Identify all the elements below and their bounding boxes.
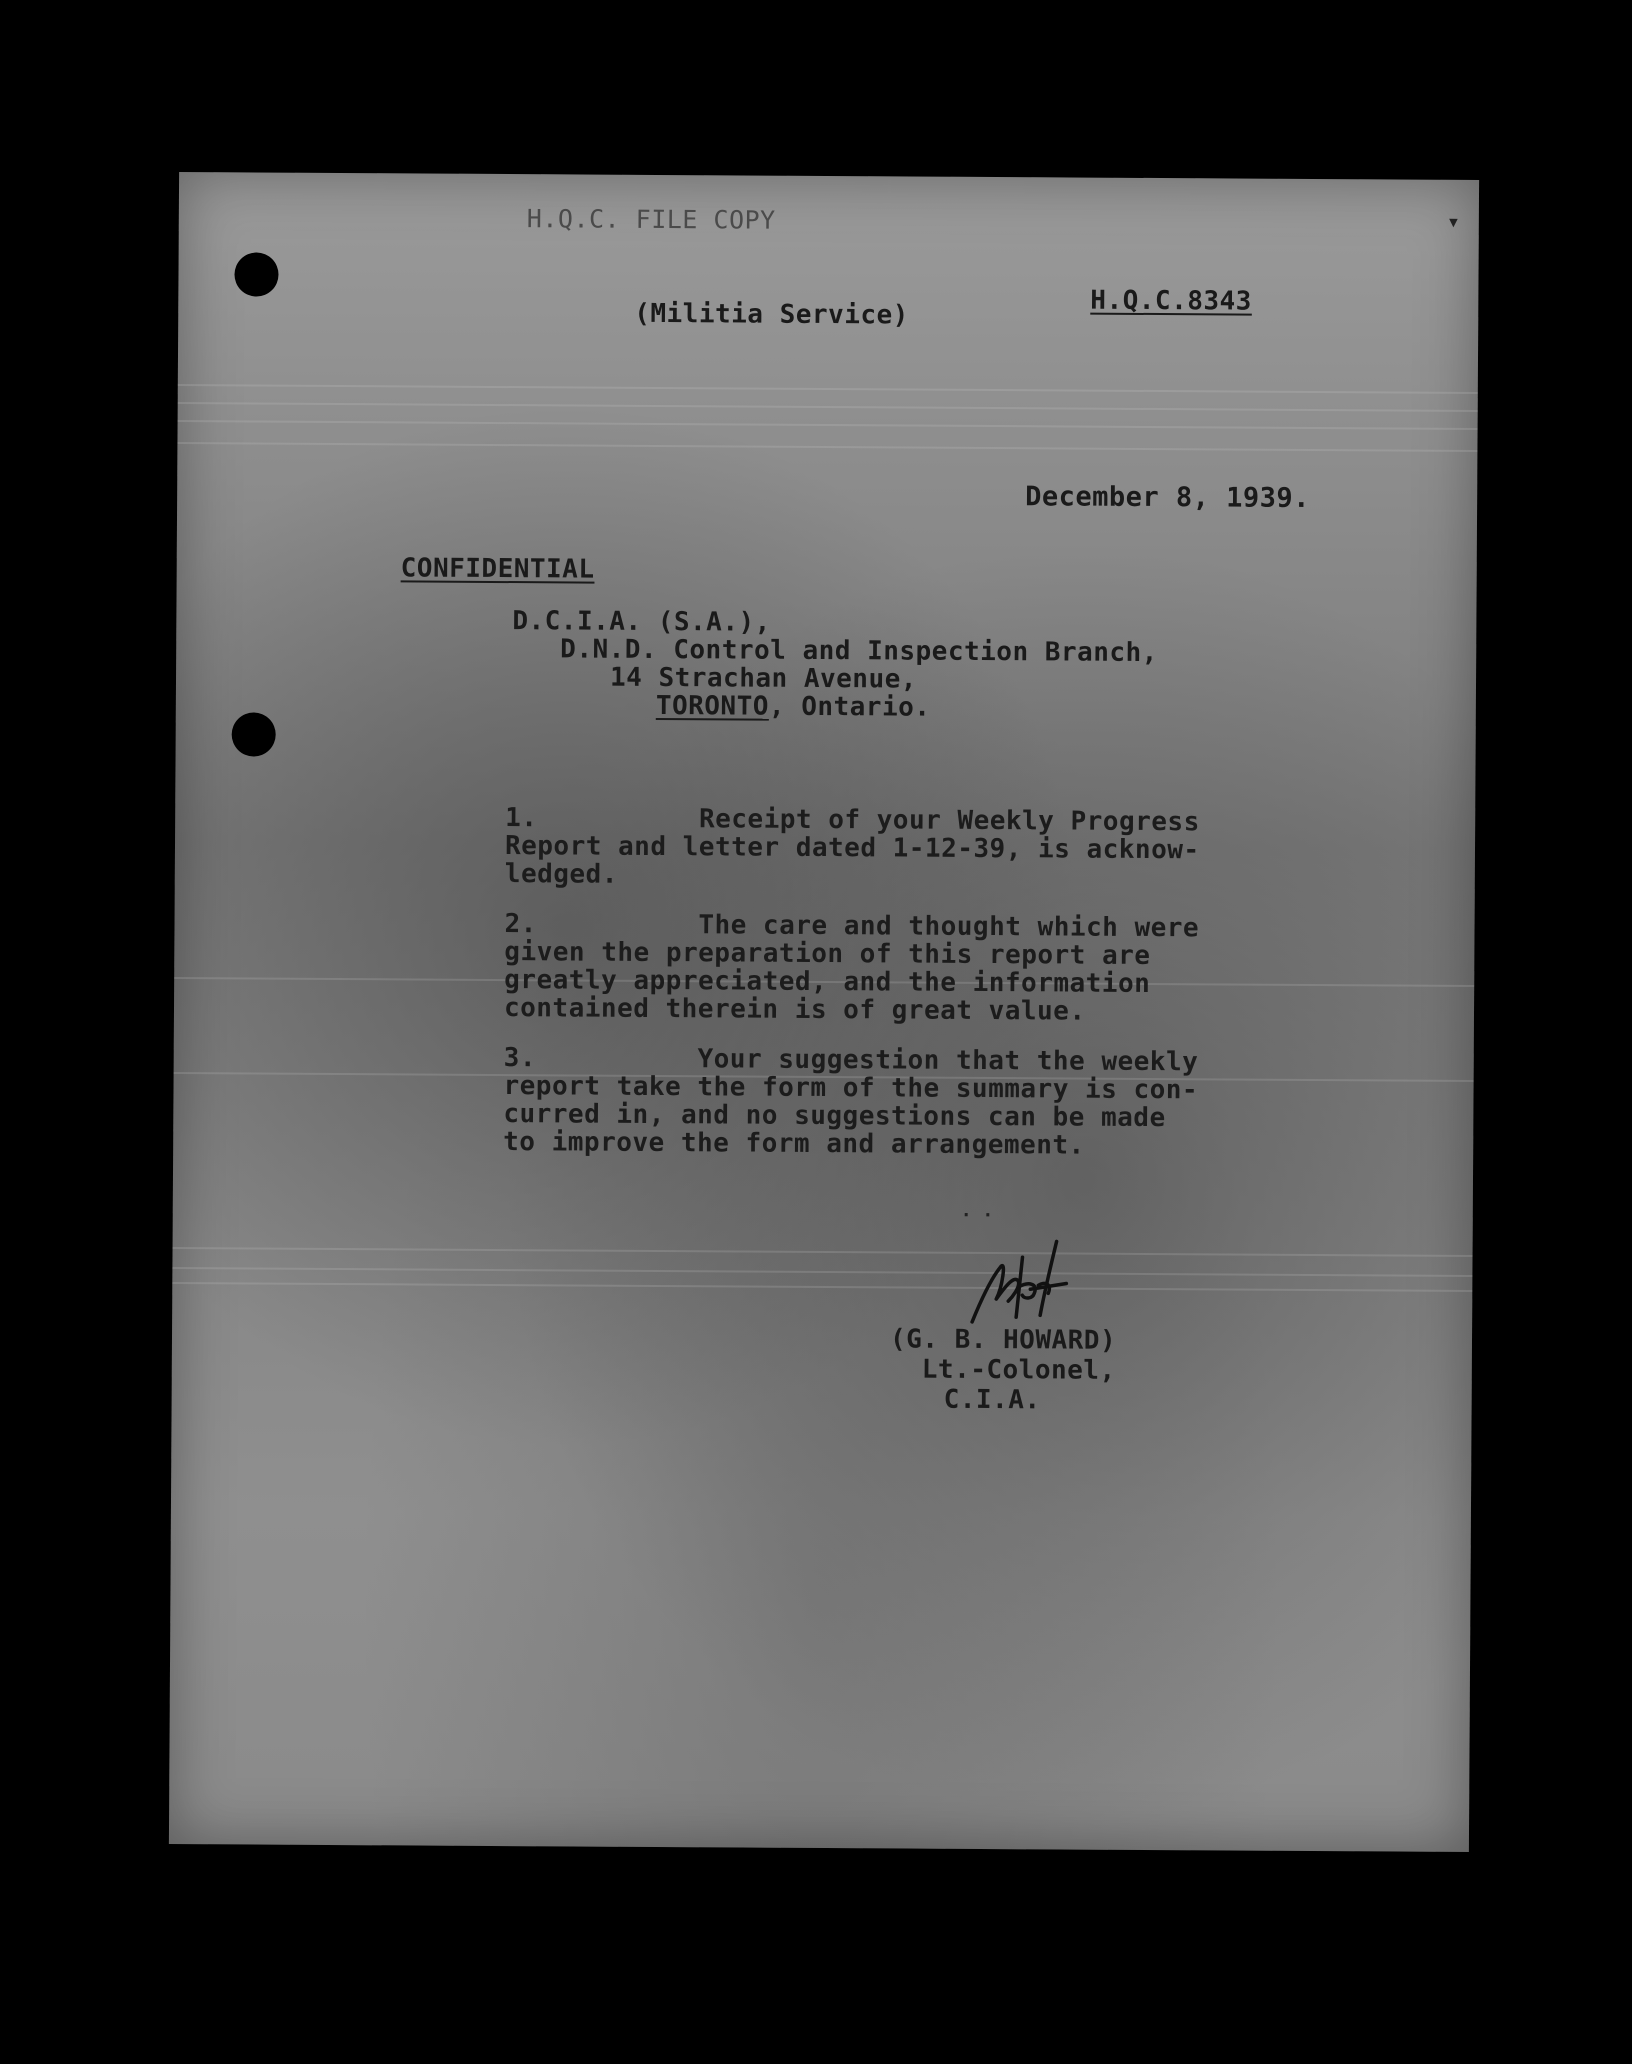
paragraph-1: [505, 804, 1200, 892]
scan-band: [172, 1267, 1472, 1277]
scan-band: [172, 1282, 1472, 1292]
letter-date: December 8, 1939.: [1025, 481, 1311, 514]
paragraph-number: 2.: [504, 909, 537, 940]
stray-mark: · ·: [960, 1204, 994, 1227]
signatory-title: C.I.A.: [943, 1384, 1041, 1416]
paragraph-line: Your suggestion that the weekly: [535, 1043, 1199, 1078]
addressee-line3: 14 Strachan Avenue,: [609, 662, 918, 695]
paragraph-line: greatly appreciated, and the information: [504, 965, 1151, 999]
paragraph-line: Report and letter dated 1-12-39, is acknow-: [504, 831, 1200, 866]
service-line: (Militia Service): [634, 298, 909, 331]
classification: CONFIDENTIAL: [400, 553, 595, 585]
paragraph-number: 3.: [503, 1043, 537, 1074]
signatory-rank: Lt.-Colonel,: [921, 1354, 1116, 1386]
paragraph-line: ledged.: [504, 859, 619, 890]
addressee-province: , Ontario.: [768, 691, 931, 723]
paragraph-line: The care and thought which were: [536, 909, 1200, 944]
scan-band: [178, 402, 1478, 412]
scan-band: [177, 442, 1477, 452]
scan-band: [173, 1247, 1473, 1257]
addressee-line2: D.N.D. Control and Inspection Branch,: [560, 634, 1158, 669]
scan-band: [178, 420, 1478, 430]
paragraph-3: [503, 1044, 1198, 1160]
punch-hole: [232, 712, 276, 756]
paragraph-2: [504, 910, 1199, 1026]
addressee-city-line: [656, 691, 931, 723]
file-number: H.Q.C.8343: [1090, 285, 1252, 317]
addressee-city: TORONTO: [655, 690, 770, 722]
addressee-line1: D.C.I.A. (S.A.),: [512, 606, 771, 638]
letter-page: [169, 172, 1479, 1852]
punch-hole: [234, 252, 278, 296]
signatory-name: (G. B. HOWARD): [889, 1324, 1117, 1356]
scan-band: [178, 384, 1478, 394]
paragraph-line: curred in, and no suggestions can be made: [503, 1099, 1166, 1134]
corner-mark: ▾: [1446, 209, 1461, 235]
paragraph-line: to improve the form and arrangement.: [503, 1127, 1085, 1161]
paragraph-number: 1.: [505, 803, 538, 834]
file-copy-header: H.Q.C. FILE COPY: [526, 204, 776, 235]
paragraph-line: contained therein is of great value.: [503, 993, 1086, 1027]
handwritten-signature: [962, 1237, 1083, 1338]
paragraph-line: given the preparation of this report are: [504, 937, 1151, 971]
paragraph-line: Receipt of your Weekly Progress: [537, 803, 1200, 838]
paragraph-line: report take the form of the summary is con-: [503, 1071, 1199, 1106]
